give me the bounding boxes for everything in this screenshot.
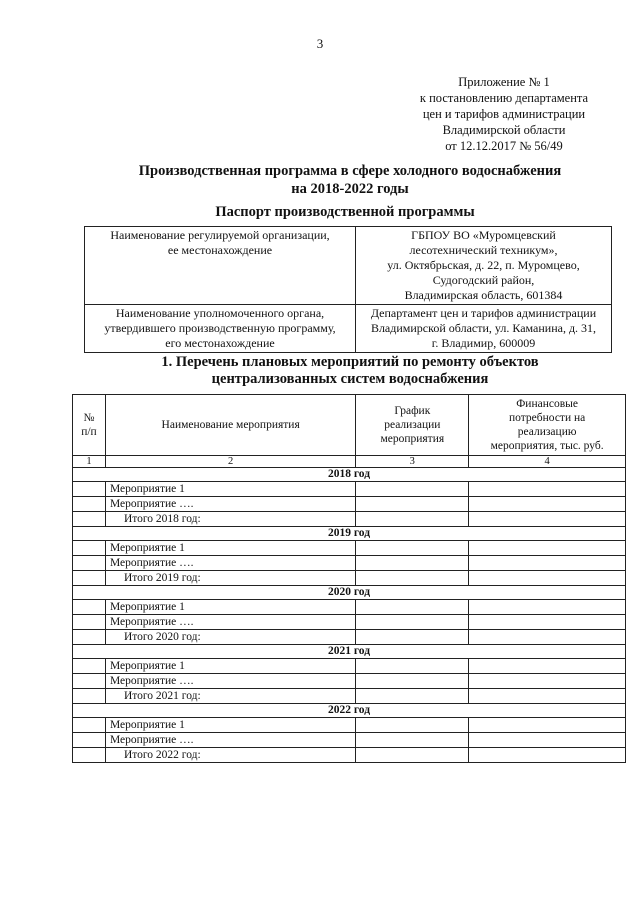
event-finance-cell xyxy=(469,748,626,763)
column-numbers-row xyxy=(73,456,626,468)
passport-label-line: Наименование уполномоченного органа, xyxy=(115,306,325,320)
passport-value xyxy=(356,227,612,305)
event-row xyxy=(73,615,626,630)
appendix-block xyxy=(404,74,604,154)
column-number: 4 xyxy=(469,456,626,468)
event-finance-cell xyxy=(469,556,626,571)
event-num-cell xyxy=(73,615,106,630)
event-schedule-cell xyxy=(356,718,469,733)
page-number: 3 xyxy=(316,36,324,51)
header-line: График xyxy=(394,405,431,417)
event-name: Мероприятие …. xyxy=(105,497,355,512)
total-row xyxy=(73,571,626,586)
total-label: Итого 2018 год: xyxy=(105,512,355,527)
header-name: Наименование мероприятия xyxy=(105,395,355,456)
header-line: № xyxy=(83,412,95,424)
passport-value-line: Судогодский район, xyxy=(432,273,535,287)
total-label: Итого 2019 год: xyxy=(105,571,355,586)
appendix-line: цен и тарифов администрации xyxy=(422,107,586,121)
event-schedule-cell xyxy=(356,482,469,497)
event-finance-cell xyxy=(469,571,626,586)
total-row xyxy=(73,512,626,527)
appendix-line: к постановлению департамента xyxy=(419,91,589,105)
event-row xyxy=(73,718,626,733)
passport-label xyxy=(85,305,356,353)
event-schedule-cell xyxy=(356,556,469,571)
passport-label xyxy=(85,227,356,305)
header-line: п/п xyxy=(81,426,97,438)
event-schedule-cell xyxy=(356,512,469,527)
event-name: Мероприятие …. xyxy=(105,615,355,630)
header-line: Финансовые xyxy=(516,398,578,410)
event-schedule-cell xyxy=(356,659,469,674)
appendix-line: от 12.12.2017 № 56/49 xyxy=(445,139,563,153)
passport-heading: Паспорт производственной программы xyxy=(215,204,475,220)
event-name: Мероприятие 1 xyxy=(105,482,355,497)
event-row xyxy=(73,733,626,748)
event-finance-cell xyxy=(469,630,626,645)
passport-row xyxy=(85,227,612,305)
event-schedule-cell xyxy=(356,615,469,630)
title-line: на 2018-2022 годы xyxy=(291,181,409,197)
header-line: реализацию xyxy=(517,426,577,438)
event-name: Мероприятие 1 xyxy=(105,718,355,733)
event-row xyxy=(73,600,626,615)
section-title xyxy=(0,354,640,388)
header-line: мероприятия xyxy=(380,433,445,445)
event-schedule-cell xyxy=(356,541,469,556)
year-label: 2020 год xyxy=(73,586,626,600)
column-number: 1 xyxy=(73,456,106,468)
passport-row xyxy=(85,305,612,353)
event-schedule-cell xyxy=(356,733,469,748)
event-name: Мероприятие 1 xyxy=(105,659,355,674)
event-finance-cell xyxy=(469,541,626,556)
year-row xyxy=(73,468,626,482)
event-num-cell xyxy=(73,659,106,674)
passport-value-line: лесотехнический техникум», xyxy=(409,243,558,257)
event-row xyxy=(73,556,626,571)
events-table xyxy=(72,394,626,763)
event-finance-cell xyxy=(469,600,626,615)
events-body xyxy=(73,468,626,763)
event-finance-cell xyxy=(469,482,626,497)
passport-label-line: утвердившего производственную программу, xyxy=(104,321,336,335)
event-num-cell xyxy=(73,556,106,571)
event-num-cell xyxy=(73,571,106,586)
year-label: 2022 год xyxy=(73,704,626,718)
event-finance-cell xyxy=(469,733,626,748)
event-name: Мероприятие 1 xyxy=(105,600,355,615)
passport-value-line: ГБПОУ ВО «Муромцевский xyxy=(411,228,556,242)
header-schedule xyxy=(356,395,469,456)
event-finance-cell xyxy=(469,718,626,733)
year-row xyxy=(73,527,626,541)
passport-value-line: ул. Октябрьская, д. 22, п. Муромцево, xyxy=(387,258,580,272)
event-schedule-cell xyxy=(356,689,469,704)
year-label: 2021 год xyxy=(73,645,626,659)
event-num-cell xyxy=(73,630,106,645)
total-label: Итого 2020 год: xyxy=(105,630,355,645)
event-finance-cell xyxy=(469,512,626,527)
event-row xyxy=(73,497,626,512)
event-name: Мероприятие …. xyxy=(105,733,355,748)
title-line: Производственная программа в сфере холодного водоснабжения xyxy=(138,163,562,179)
event-num-cell xyxy=(73,482,106,497)
event-num-cell xyxy=(73,674,106,689)
section-title-line: 1. Перечень плановых мероприятий по ремонту объектов xyxy=(161,354,539,370)
total-row xyxy=(73,748,626,763)
event-schedule-cell xyxy=(356,497,469,512)
event-finance-cell xyxy=(469,659,626,674)
passport-value-line: Департамент цен и тарифов администрации xyxy=(370,306,597,320)
event-num-cell xyxy=(73,689,106,704)
year-label: 2019 год xyxy=(73,527,626,541)
event-num-cell xyxy=(73,600,106,615)
passport-value-line: Владимирская область, 601384 xyxy=(404,288,563,302)
event-num-cell xyxy=(73,512,106,527)
total-label: Итого 2021 год: xyxy=(105,689,355,704)
event-finance-cell xyxy=(469,689,626,704)
total-row xyxy=(73,630,626,645)
document-title xyxy=(0,162,640,198)
total-row xyxy=(73,689,626,704)
event-row xyxy=(73,674,626,689)
passport-label-line: Наименование регулируемой организации, xyxy=(110,228,330,242)
passport-table xyxy=(84,226,612,353)
event-num-cell xyxy=(73,733,106,748)
year-row xyxy=(73,704,626,718)
header-line: мероприятия, тыс. руб. xyxy=(490,440,604,452)
event-schedule-cell xyxy=(356,748,469,763)
year-row xyxy=(73,645,626,659)
event-schedule-cell xyxy=(356,630,469,645)
passport-value xyxy=(356,305,612,353)
total-label: Итого 2022 год: xyxy=(105,748,355,763)
header-line: потребности на xyxy=(509,412,586,424)
event-schedule-cell xyxy=(356,674,469,689)
passport-label-line: ее местонахождение xyxy=(167,243,273,257)
event-num-cell xyxy=(73,748,106,763)
event-num-cell xyxy=(73,718,106,733)
event-num-cell xyxy=(73,497,106,512)
event-row xyxy=(73,659,626,674)
passport-value-line: г. Владимир, 600009 xyxy=(431,336,536,350)
event-row xyxy=(73,482,626,497)
event-name: Мероприятие 1 xyxy=(105,541,355,556)
event-finance-cell xyxy=(469,615,626,630)
event-schedule-cell xyxy=(356,600,469,615)
year-row xyxy=(73,586,626,600)
header-line: реализации xyxy=(384,419,441,431)
appendix-line: Приложение № 1 xyxy=(458,75,550,89)
section-title-line: централизованных систем водоснабжения xyxy=(211,371,489,387)
column-number: 2 xyxy=(105,456,355,468)
passport-value-line: Владимирской области, ул. Каманина, д. 31, xyxy=(370,321,597,335)
event-finance-cell xyxy=(469,674,626,689)
event-finance-cell xyxy=(469,497,626,512)
event-num-cell xyxy=(73,541,106,556)
event-name: Мероприятие …. xyxy=(105,674,355,689)
header-finance xyxy=(469,395,626,456)
event-name: Мероприятие …. xyxy=(105,556,355,571)
event-schedule-cell xyxy=(356,571,469,586)
column-number: 3 xyxy=(356,456,469,468)
header-num xyxy=(73,395,106,456)
appendix-line: Владимирской области xyxy=(442,123,566,137)
events-header-row xyxy=(73,395,626,456)
passport-label-line: его местонахождение xyxy=(165,336,275,350)
year-label: 2018 год xyxy=(73,468,626,482)
event-row xyxy=(73,541,626,556)
